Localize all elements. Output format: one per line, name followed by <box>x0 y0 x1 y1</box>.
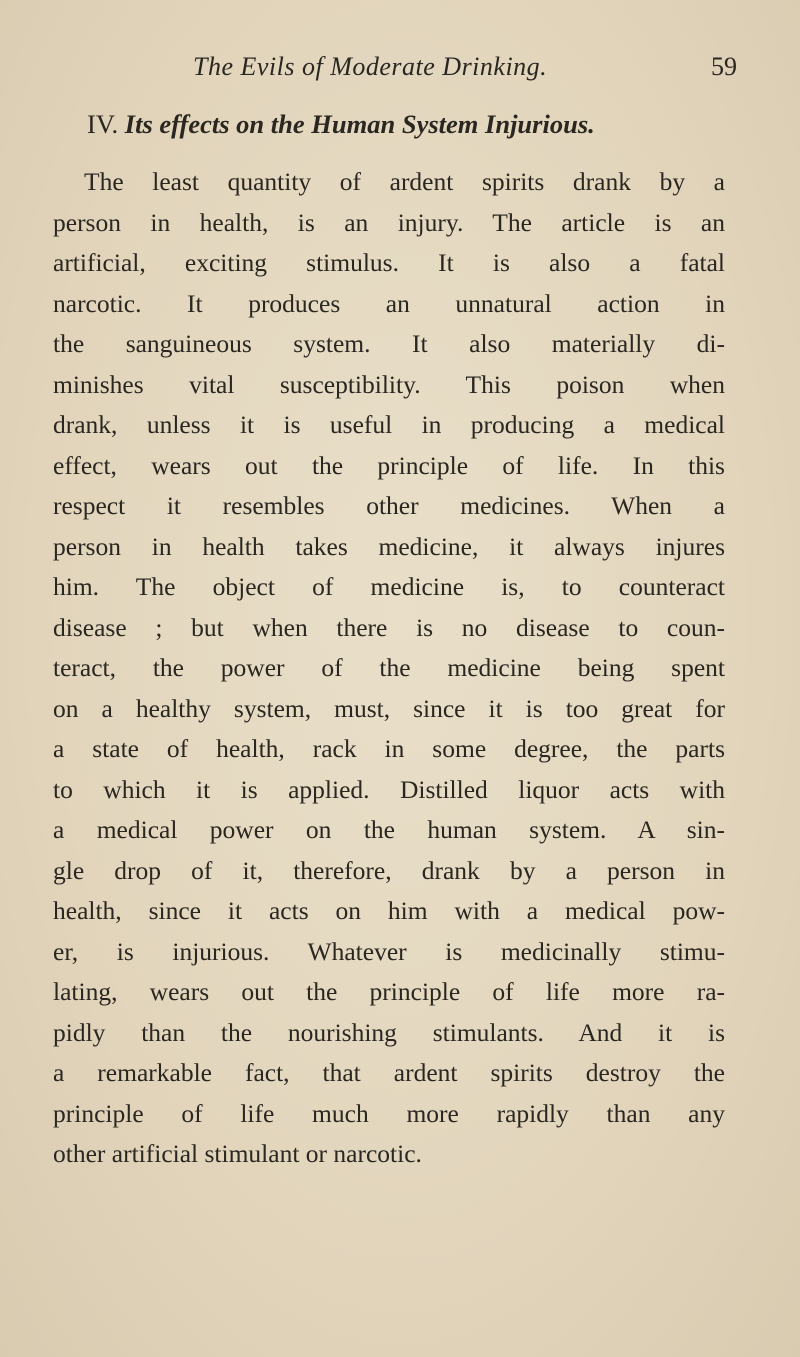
text-line: disease ; but when there is no disease to coun- <box>53 612 725 642</box>
text-line: effect, wears out the principle of life. In this <box>53 450 725 480</box>
text-line: him. The object of medicine is, to counteract <box>53 572 725 601</box>
body-paragraph <box>53 162 725 1175</box>
section-heading <box>87 107 727 141</box>
text-line: respect it resembles other medicines. When a <box>53 491 725 520</box>
text-line: artificial, exciting stimulus. It is also a fatal <box>53 248 725 277</box>
text-line: a remarkable fact, that ardent spirits destroy the <box>53 1058 725 1087</box>
text-line: person in health takes medicine, it always injures <box>53 531 725 561</box>
text-line: lating, wears out the principle of life more ra- <box>53 977 725 1006</box>
text-line: the sanguineous system. It also materially di- <box>53 329 725 358</box>
text-line: The least quantity of ardent spirits drank by a <box>84 167 725 196</box>
text-line: other artificial stimulant or narcotic. <box>53 1139 422 1168</box>
text-line: pidly than the nourishing stimulants. And it is <box>53 1017 725 1047</box>
text-line: to which it is applied. Distilled liquor acts with <box>53 774 725 804</box>
text-line: health, since it acts on him with a medical pow- <box>53 896 725 925</box>
text-line: narcotic. It produces an unnatural action in <box>53 288 725 318</box>
text-line: on a healthy system, must, since it is too great for <box>53 693 725 723</box>
text-line: drank, unless it is useful in producing a medical <box>53 410 725 439</box>
text-line: er, is injurious. Whatever is medicinally stimu- <box>53 936 725 966</box>
text-line: gle drop of it, therefore, drank by a person in <box>53 855 725 885</box>
section-title: Its effects on the Human System Injurious. <box>124 109 595 139</box>
running-head: The Evils of Moderate Drinking. <box>193 52 548 81</box>
text-line: minishes vital susceptibility. This poison when <box>53 369 725 399</box>
text-line: a state of health, rack in some degree, the parts <box>53 734 725 763</box>
text-line: teract, the power of the medicine being spent <box>53 653 725 682</box>
section-numeral: IV. <box>87 109 119 139</box>
text-line: a medical power on the human system. A sin- <box>53 815 725 844</box>
text-line: person in health, is an injury. The article is an <box>53 207 725 237</box>
page-number: 59 <box>711 52 737 81</box>
text-line: principle of life much more rapidly than any <box>53 1098 725 1128</box>
